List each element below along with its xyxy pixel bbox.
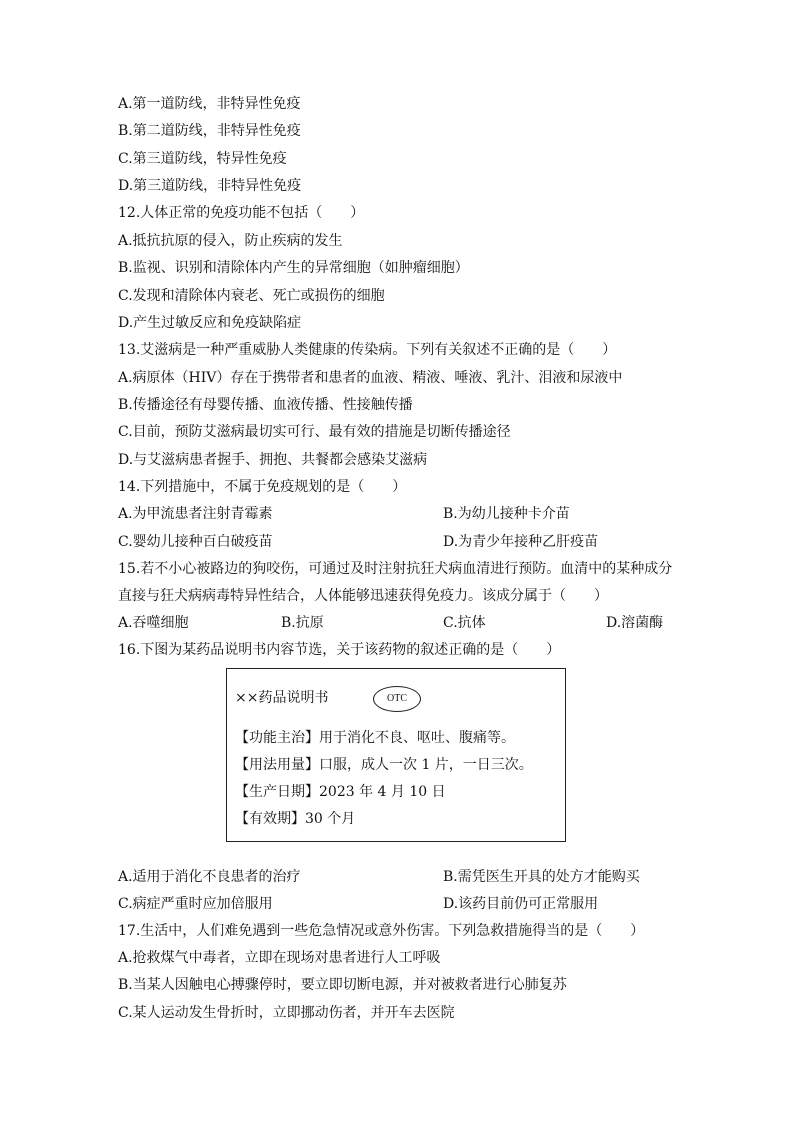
q16-stem: 16.下图为某药品说明书内容节选，关于该药物的叙述正确的是（ ） (118, 642, 561, 658)
q17-option-b: B.当某人因触电心搏骤停时，要立即切断电源，并对被救者进行心肺复苏 (118, 977, 567, 993)
q12-option-b: B.监视、识别和清除体内产生的异常细胞（如肿瘤细胞） (118, 260, 469, 276)
q15-option-d: D.溶菌酶 (606, 615, 664, 631)
q12-option-c: C.发现和清除体内衰老、死亡或损伤的细胞 (118, 288, 385, 304)
drug-label-expiry: 【有效期】30 个月 (235, 811, 356, 827)
q12-option-d: D.产生过敏反应和免疫缺陷症 (118, 315, 302, 331)
q13-option-d: D.与艾滋病患者握手、拥抱、共餐都会感染艾滋病 (118, 452, 428, 468)
drug-label-production-date: 【生产日期】2023 年 4 月 10 日 (235, 784, 446, 800)
q14-option-a: A.为甲流患者注射青霉素 (118, 506, 273, 522)
q13-option-c: C.目前，预防艾滋病最切实可行、最有效的措施是切断传播途径 (118, 424, 511, 440)
q17-option-a: A.抢救煤气中毒者，立即在现场对患者进行人工呼吸 (118, 950, 441, 966)
q17-stem: 17.生活中，人们难免遇到一些危急情况或意外伤害。下列急救措施得当的是（ ） (118, 923, 645, 939)
q16-option-c: C.病症严重时应加倍服用 (118, 896, 273, 912)
q16-option-b: B.需凭医生开具的处方才能购买 (443, 869, 640, 885)
q12-option-a: A.抵抗抗原的侵入，防止疾病的发生 (118, 233, 343, 249)
drug-label-title: ××药品说明书 (235, 690, 329, 706)
q16-option-d: D.该药目前仍可正常服用 (443, 896, 599, 912)
drug-label-function: 【功能主治】用于消化不良、呕吐、腹痛等。 (235, 730, 515, 746)
q15-option-c: C.抗体 (443, 615, 486, 631)
q12-stem: 12.人体正常的免疫功能不包括（ ） (118, 205, 365, 221)
q16-option-a: A.适用于消化不良患者的治疗 (118, 869, 301, 885)
q14-option-d: D.为青少年接种乙肝疫苗 (443, 534, 599, 550)
q13-stem: 13.艾滋病是一种严重威胁人类健康的传染病。下列有关叙述不正确的是（ ） (118, 342, 617, 358)
q14-option-c: C.婴幼儿接种百白破疫苗 (118, 534, 273, 550)
q15-option-a: A.吞噬细胞 (118, 615, 189, 631)
q11-option-a: A.第一道防线，非特异性免疫 (118, 96, 301, 112)
drug-label-box (226, 668, 566, 842)
q13-option-a: A.病原体（HIV）存在于携带者和患者的血液、精液、唾液、乳汁、泪液和尿液中 (118, 370, 623, 386)
q11-option-d: D.第三道防线，非特异性免疫 (118, 178, 302, 194)
drug-label-dosage: 【用法用量】口服，成人一次 1 片，一日三次。 (235, 757, 533, 773)
q14-stem: 14.下列措施中，不属于免疫规划的是（ ） (118, 479, 407, 495)
q11-option-c: C.第三道防线，特异性免疫 (118, 151, 287, 167)
q15-stem-line2: 直接与狂犬病病毒特异性结合，人体能够迅速获得免疫力。该成分属于（ ） (118, 588, 608, 604)
q17-option-c: C.某人运动发生骨折时，立即挪动伤者，并开车去医院 (118, 1005, 455, 1021)
q13-option-b: B.传播途径有母婴传播、血液传播、性接触传播 (118, 397, 413, 413)
q11-option-b: B.第二道防线，非特异性免疫 (118, 123, 301, 139)
q15-option-b: B.抗原 (281, 615, 324, 631)
q15-stem-line1: 15.若不小心被路边的狗咬伤，可通过及时注射抗狂犬病血清进行预防。血清中的某种成分 (118, 561, 673, 577)
otc-badge: OTC (373, 686, 421, 712)
q14-option-b: B.为幼儿接种卡介苗 (443, 506, 570, 522)
